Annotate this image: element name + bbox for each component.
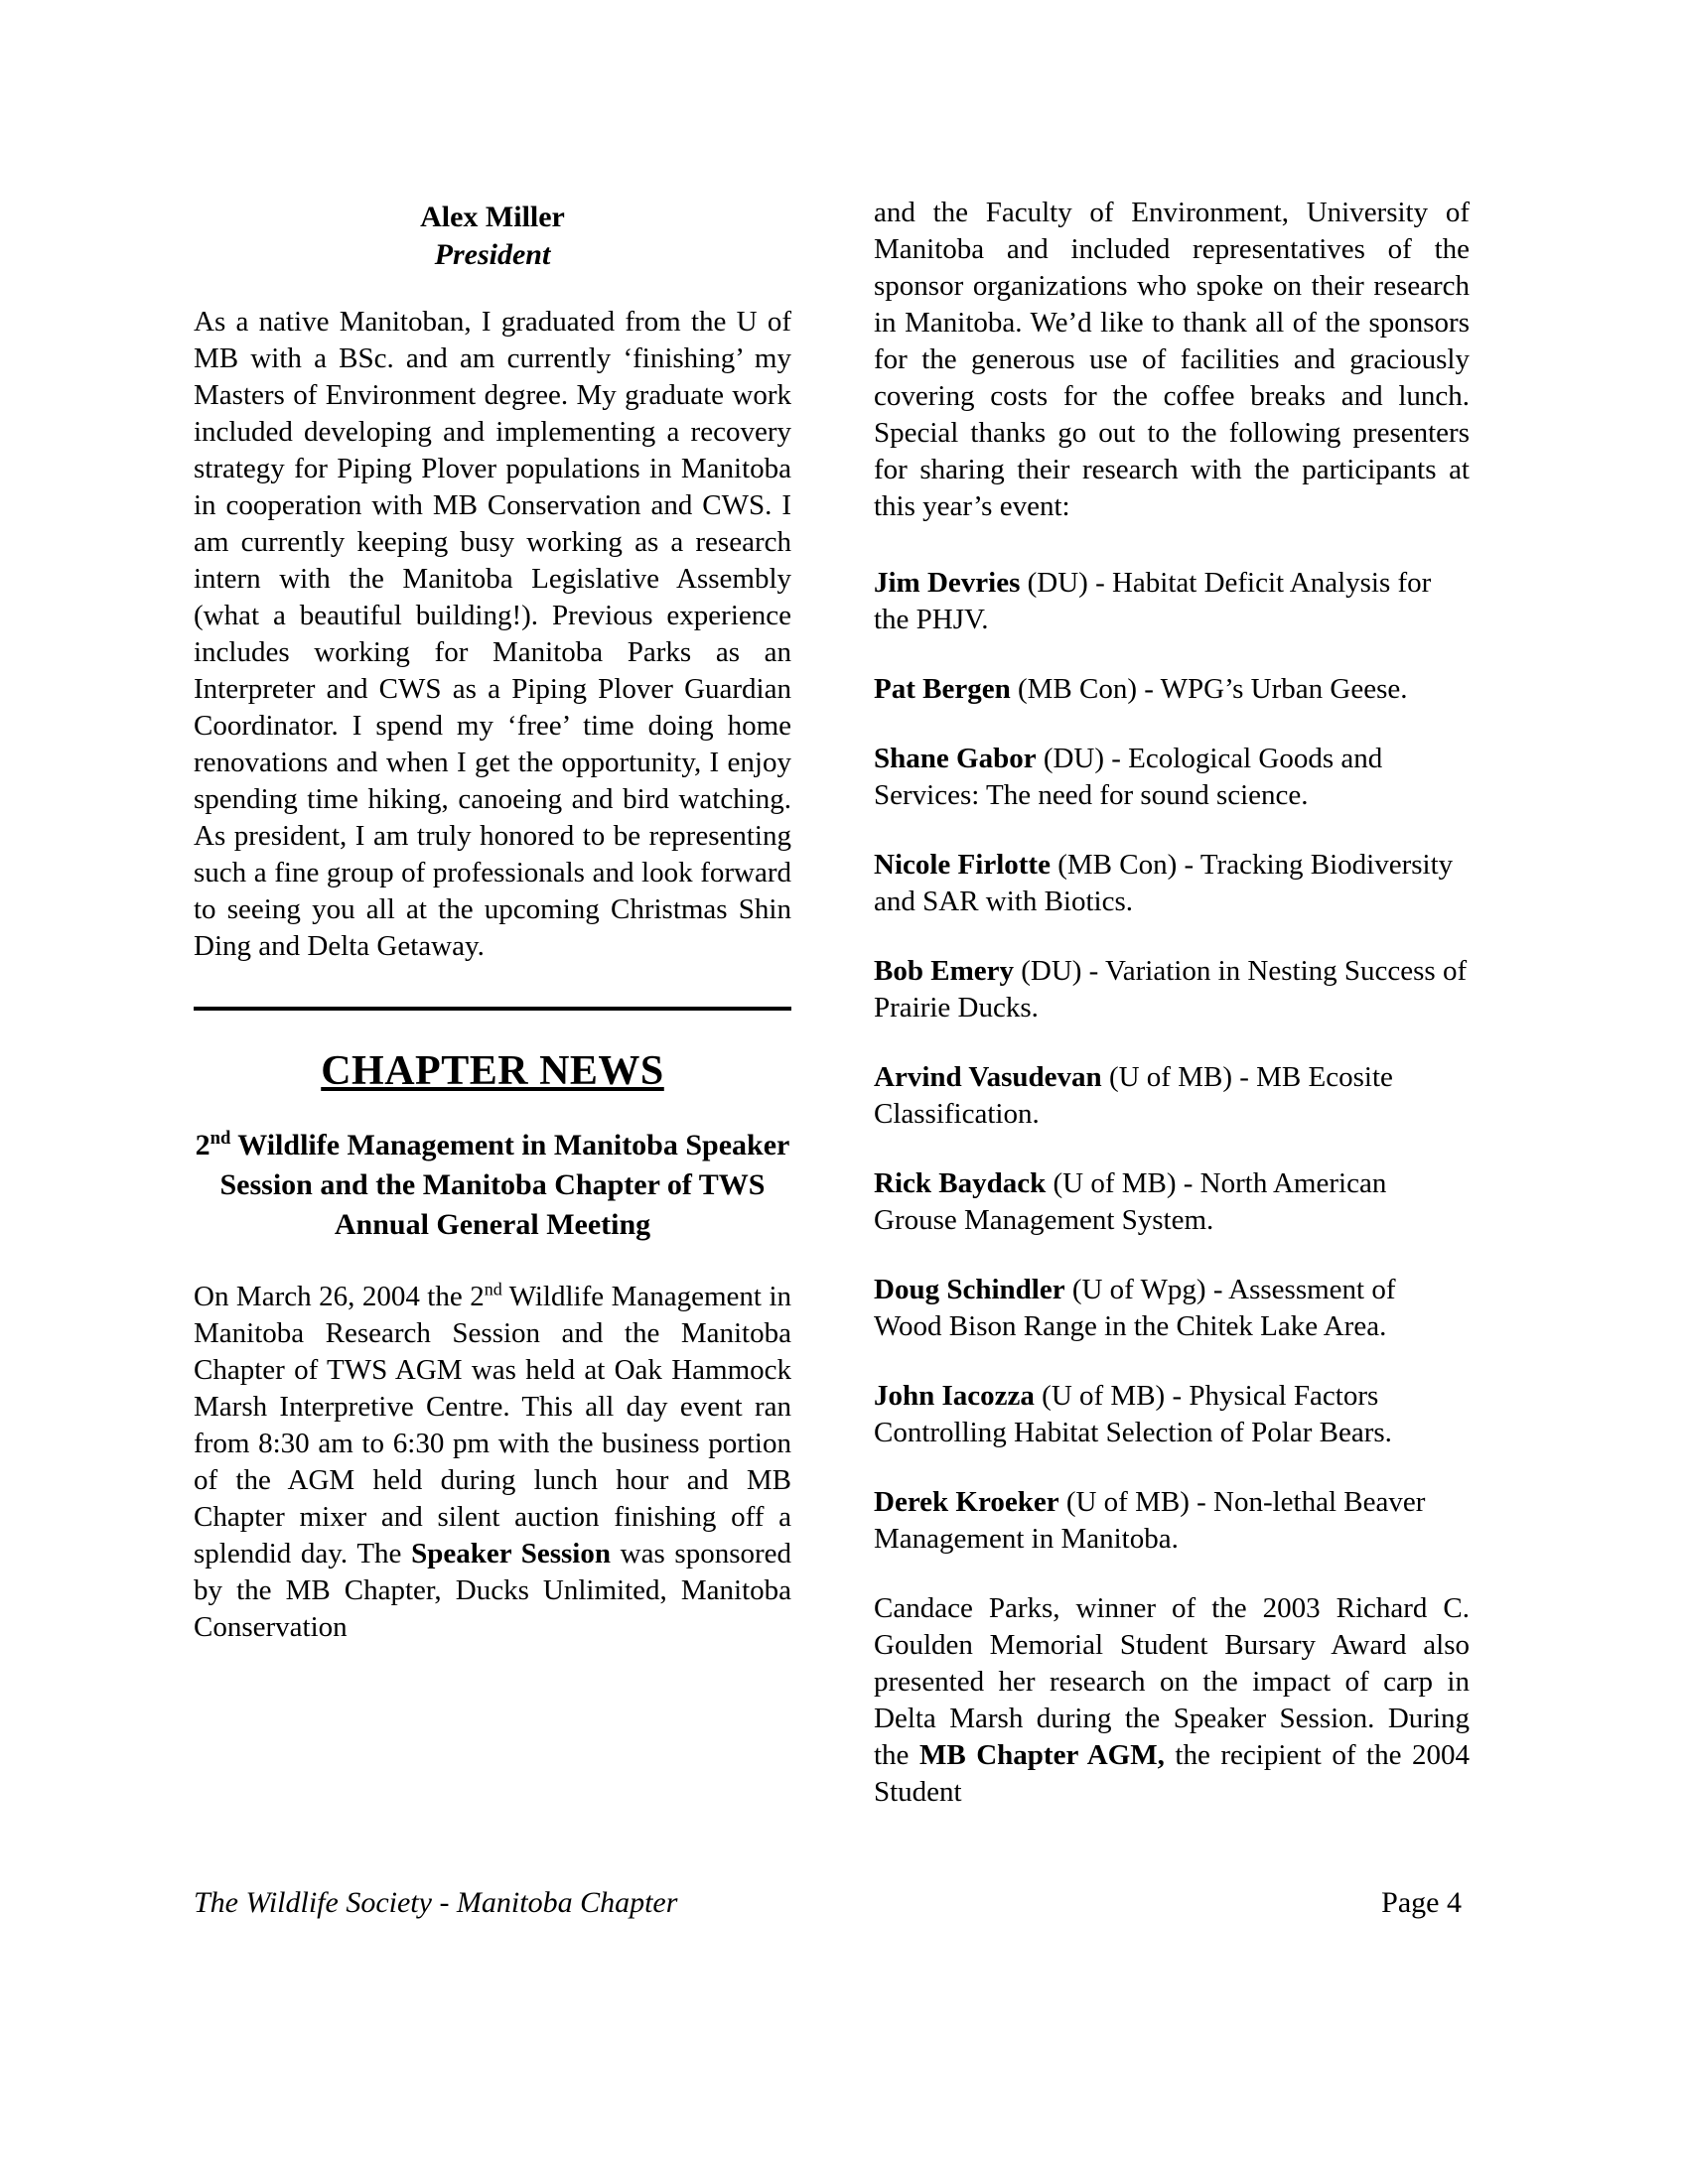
page-footer [194, 1884, 1462, 1922]
presenter-name: Pat Bergen [874, 673, 1011, 705]
presenter-name: Bob Emery [874, 955, 1014, 987]
bold-text-run: Speaker Session [411, 1538, 611, 1570]
presenter-item [874, 953, 1470, 1026]
presenter-name: Doug Schindler [874, 1274, 1065, 1305]
presenter-name: Nicole Firlotte [874, 849, 1051, 881]
presenter-item [874, 1484, 1470, 1558]
closing-paragraph [874, 1590, 1470, 1811]
presenter-details: (MB Con) - Tracking Biodiversity and SAR with Biotics. [874, 849, 1454, 917]
right-column [874, 195, 1470, 1811]
footer-page-number: Page 4 [1381, 1886, 1462, 1919]
chapter-news-heading: CHAPTER NEWS [321, 1048, 664, 1094]
presenter-item [874, 1059, 1470, 1133]
presenter-item [874, 741, 1470, 814]
presenter-name: Jim Devries [874, 567, 1021, 599]
presenter-name: John Iacozza [874, 1380, 1035, 1412]
presenter-details: (U of MB) - Non-lethal Beaver Management in Manitoba. [874, 1486, 1426, 1555]
presenter-item [874, 1165, 1470, 1239]
presenter-details: (DU) - Variation in Nesting Success of Prairie Ducks. [874, 955, 1468, 1024]
presenter-item [874, 1272, 1470, 1345]
footer-newsletter-title: The Wildlife Society - Manitoba Chapter [194, 1886, 678, 1919]
author-name: Alex Miller [420, 201, 565, 233]
text-run: Wildlife Management in Manitoba Research Session and the Manitoba Chapter of TWS AGM was held at Oak Hammock Marsh Interpretive Centre. This all day event ran from 8:30 am to 6:30 pm with the business portion of the AGM held during lunch hour and MB Chapter mixer and silent auction finishing off a splendid day. The [194, 1281, 791, 1570]
presenter-item [874, 1378, 1470, 1451]
presenter-item [874, 847, 1470, 920]
text-run: Wildlife Management in Manitoba Speaker Session and the Manitoba Chapter of TWS Annual General Meeting [219, 1129, 790, 1241]
presenter-item [874, 671, 1470, 708]
presenter-details: (U of Wpg) - Assessment of Wood Bison Range in the Chitek Lake Area. [874, 1274, 1396, 1342]
presenter-name: Arvind Vasudevan [874, 1061, 1102, 1093]
presenter-details: (U of MB) - North American Grouse Management System. [874, 1167, 1387, 1236]
presenter-name: Derek Kroeker [874, 1486, 1059, 1518]
text-run: the recipient of the 2004 Student [874, 1739, 1470, 1808]
session-heading [194, 1126, 791, 1245]
presenter-details: (U of MB) - MB Ecosite Classification. [874, 1061, 1393, 1130]
superscript-run: nd [484, 1279, 502, 1299]
text-run: On March 26, 2004 the 2 [194, 1281, 485, 1312]
presenter-name: Rick Baydack [874, 1167, 1047, 1199]
agm-paragraph [194, 1279, 791, 1646]
superscript-run: nd [210, 1128, 231, 1149]
presenter-details: (MB Con) - WPG’s Urban Geese. [1010, 673, 1408, 705]
president-bio-paragraph: As a native Manitoban, I graduated from the U of MB with a BSc. and am currently ‘finishing’ my Masters of Environment degree. My graduate work included developing and implementing a recovery strategy for Piping Plover populations in Manitoba in cooperation with MB Conservation and CWS. I am currently keeping busy working as a research intern with the Manitoba Legislative Assembly (what a beautiful building!). Previous experience includes working for Manitoba Parks as an Interpreter and CWS as a Piping Plover Guardian Coordinator. I spend my ‘free’ time doing home renovations and when I get the opportunity, I enjoy spending time hiking, canoeing and bird watching. As president, I am truly honored to be representing such a fine group of professionals and look forward to seeing you all at the upcoming Christmas Shin Ding and Delta Getaway. [194, 306, 791, 962]
text-run: 2 [195, 1129, 211, 1161]
presenter-details: (U of MB) - Physical Factors Controlling Habitat Selection of Polar Bears. [874, 1380, 1392, 1448]
presenter-details: (DU) - Ecological Goods and Services: The need for sound science. [874, 743, 1383, 811]
text-run: Candace Parks, winner of the 2003 Richard C. Goulden Memorial Student Bursary Award also presented her research on the impact of carp in Delta Marsh during the Speaker Session. During the [874, 1592, 1470, 1771]
section-divider [194, 1007, 791, 1011]
presenters-list [874, 565, 1470, 1558]
presenter-item [874, 565, 1470, 638]
presenter-name: Shane Gabor [874, 743, 1037, 774]
left-column [194, 199, 791, 1646]
text-run: was sponsored by the MB Chapter, Ducks Unlimited, Manitoba Conservation [194, 1538, 792, 1643]
presenter-details: (DU) - Habitat Deficit Analysis for the PHJV. [874, 567, 1432, 635]
intro-paragraph: and the Faculty of Environment, University of Manitoba and included representatives of the sponsor organizations who spoke on their research in Manitoba. We’d like to thank all of the sponsors for the generous use of facilities and graciously covering costs for the coffee breaks and lunch. Special thanks go out to the following presenters for sharing their research with the participants at this year’s event: [874, 197, 1470, 522]
author-title: President [434, 238, 551, 271]
bold-text-run: MB Chapter AGM, [918, 1739, 1165, 1771]
